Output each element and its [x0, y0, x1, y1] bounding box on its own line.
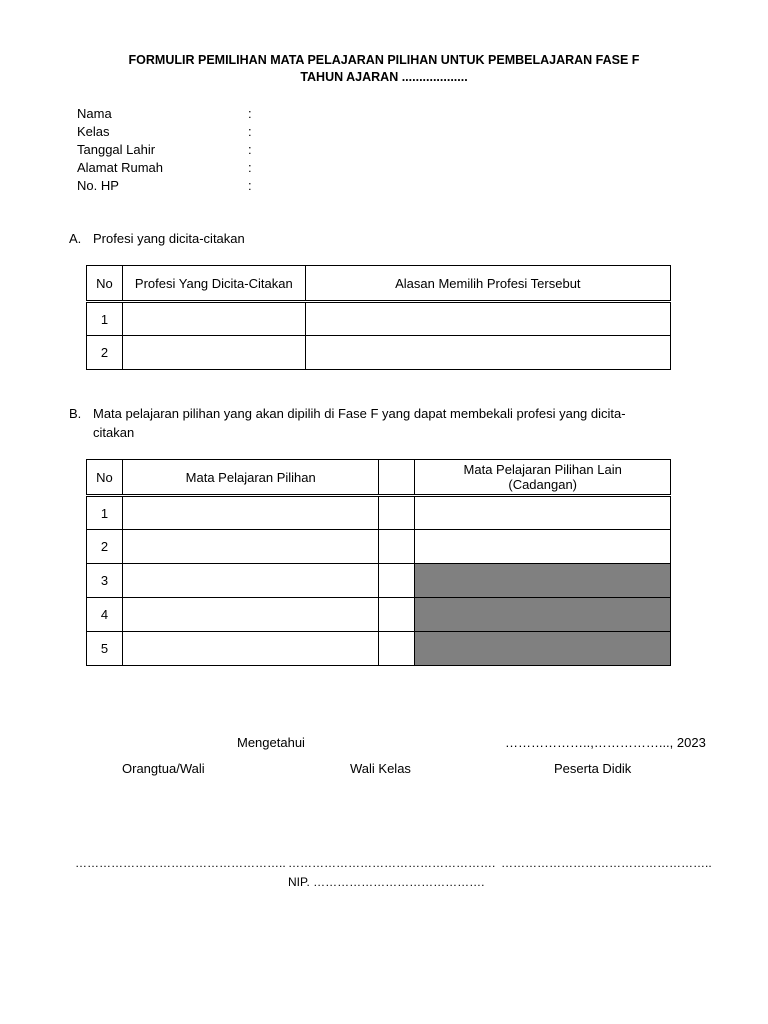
profession-table	[86, 265, 671, 370]
profesi-cell[interactable]	[122, 336, 305, 370]
field-colon: :	[248, 124, 252, 139]
header-blank	[379, 460, 415, 496]
shaded-cell	[415, 564, 671, 598]
check-cell[interactable]	[379, 496, 415, 530]
table-row	[87, 598, 671, 632]
form-title-line1: FORMULIR PEMILIHAN MATA PELAJARAN PILIHAN UNTUK PEMBELAJARAN FASE F	[128, 53, 640, 67]
section-b-heading-line2: citakan	[93, 425, 135, 440]
table-row	[87, 632, 671, 666]
alasan-cell[interactable]	[305, 336, 670, 370]
row-number: 1	[87, 496, 123, 530]
check-cell[interactable]	[379, 632, 415, 666]
header-no: No	[87, 266, 123, 302]
role-peserta-didik: Peserta Didik	[554, 761, 632, 776]
nip-line: NIP. …………………………………….	[288, 875, 485, 889]
shaded-cell	[415, 598, 671, 632]
table-row	[87, 496, 671, 530]
cadangan-cell[interactable]	[415, 530, 671, 564]
header-mapel-cadangan-line2: (Cadangan)	[508, 477, 578, 492]
field-colon: :	[248, 178, 252, 193]
row-number: 2	[87, 336, 123, 370]
acknowledge-label: Mengetahui	[237, 735, 305, 750]
field-label-no-hp: No. HP	[77, 178, 119, 193]
section-b-marker: B.	[69, 406, 82, 421]
form-title-line2: TAHUN AJARAN ...................	[300, 70, 468, 84]
header-no: No	[87, 460, 123, 496]
role-wali-kelas: Wali Kelas	[350, 761, 411, 776]
profesi-cell[interactable]	[122, 302, 305, 336]
mapel-cell[interactable]	[122, 564, 379, 598]
header-profesi: Profesi Yang Dicita-Citakan	[122, 266, 305, 302]
header-alasan: Alasan Memilih Profesi Tersebut	[305, 266, 670, 302]
table-row	[87, 302, 671, 336]
field-colon: :	[248, 106, 252, 121]
field-label-kelas: Kelas	[77, 124, 110, 139]
mapel-cell[interactable]	[122, 496, 379, 530]
check-cell[interactable]	[379, 564, 415, 598]
row-number: 3	[87, 564, 123, 598]
mapel-cell[interactable]	[122, 632, 379, 666]
section-a-heading: Profesi yang dicita-citakan	[93, 231, 245, 246]
check-cell[interactable]	[379, 530, 415, 564]
field-colon: :	[248, 142, 252, 157]
mapel-cell[interactable]	[122, 598, 379, 632]
field-label-nama: Nama	[77, 106, 112, 121]
mapel-cell[interactable]	[122, 530, 379, 564]
signature-line-wali-kelas: …………………………………………….	[288, 856, 496, 870]
table-row	[87, 336, 671, 370]
section-b-heading-line1: Mata pelajaran pilihan yang akan dipilih di Fase F yang dapat membekali profesi yang dicita-	[93, 406, 626, 421]
header-mapel-cadangan-line1: Mata Pelajaran Pilihan Lain	[463, 462, 622, 477]
subject-table	[86, 459, 671, 666]
alasan-cell[interactable]	[305, 302, 670, 336]
row-number: 4	[87, 598, 123, 632]
field-label-alamat-rumah: Alamat Rumah	[77, 160, 163, 175]
signature-line-peserta-didik: ……………………………………………..	[501, 856, 712, 870]
row-number: 5	[87, 632, 123, 666]
signature-line-orangtua: ……………………………………………..	[75, 856, 286, 870]
table-row	[87, 530, 671, 564]
role-orangtua: Orangtua/Wali	[122, 761, 205, 776]
header-mapel-cadangan	[415, 460, 671, 496]
field-colon: :	[248, 160, 252, 175]
row-number: 2	[87, 530, 123, 564]
cadangan-cell[interactable]	[415, 496, 671, 530]
date-line: ………………..,……………..., 2023	[505, 735, 706, 750]
row-number: 1	[87, 302, 123, 336]
table-row	[87, 564, 671, 598]
field-label-tanggal-lahir: Tanggal Lahir	[77, 142, 156, 157]
check-cell[interactable]	[379, 598, 415, 632]
header-mapel-pilihan: Mata Pelajaran Pilihan	[122, 460, 379, 496]
section-a-marker: A.	[69, 231, 82, 246]
shaded-cell	[415, 632, 671, 666]
